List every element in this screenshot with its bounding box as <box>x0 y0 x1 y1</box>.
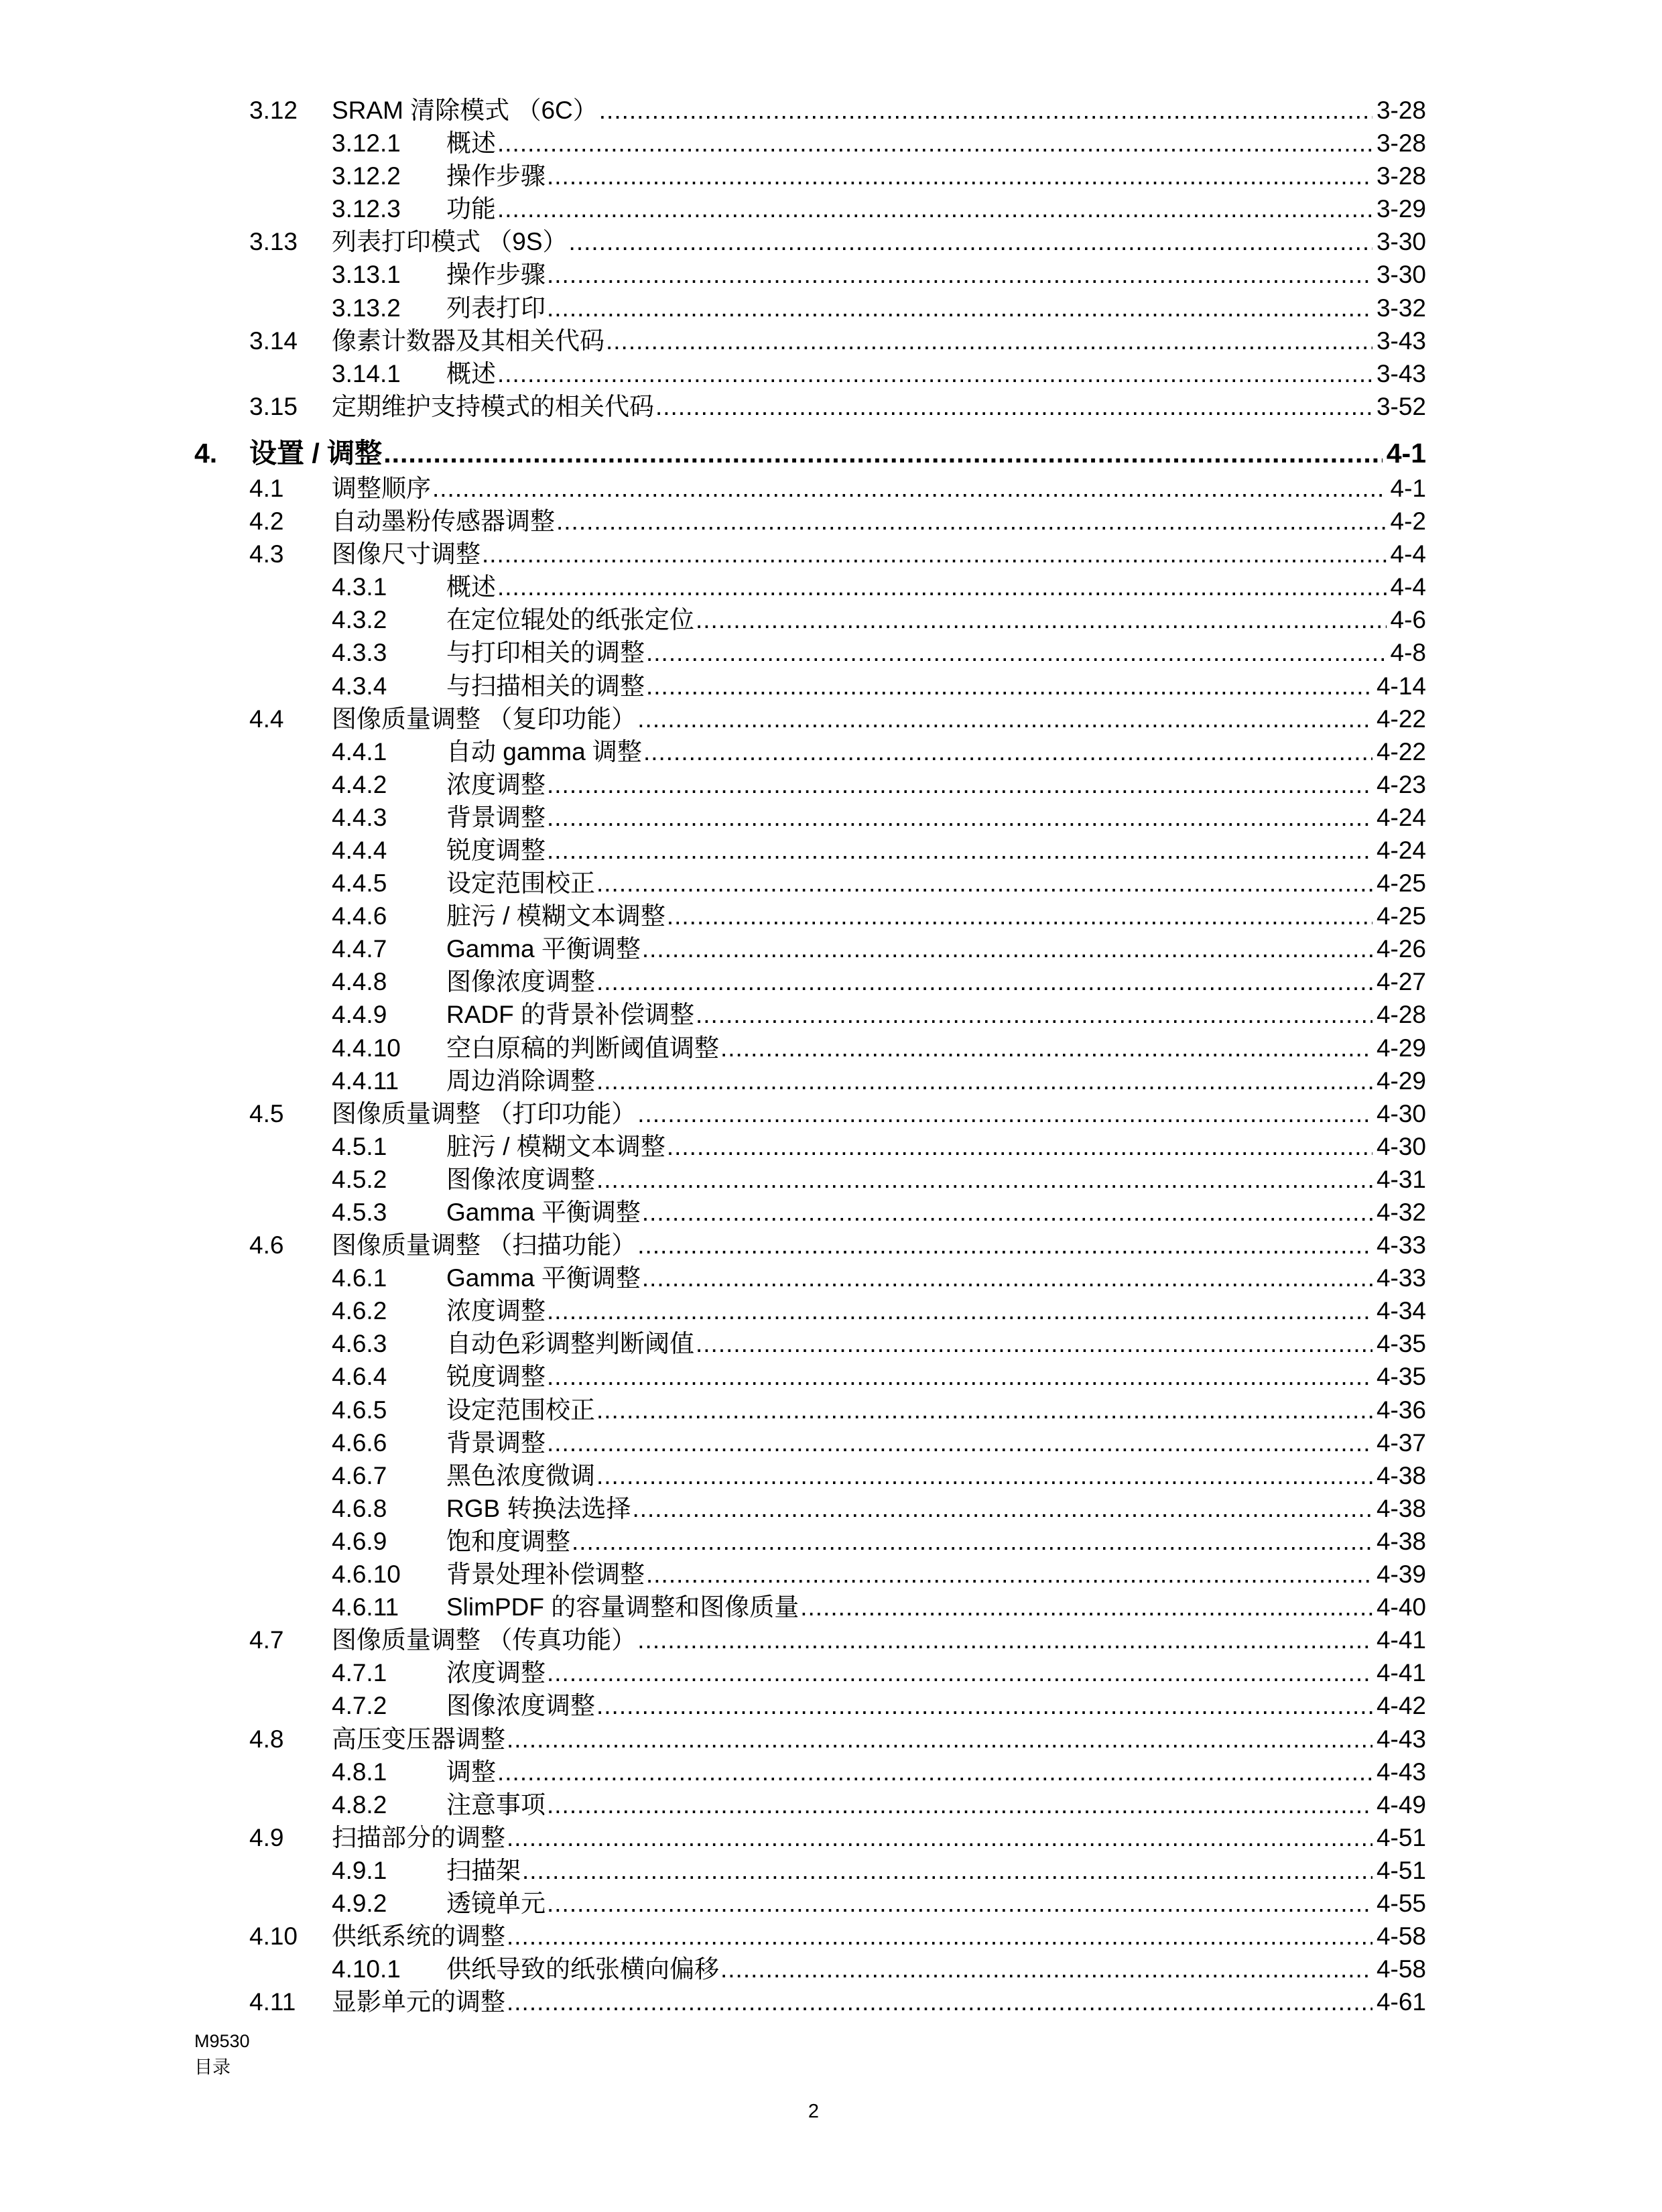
toc-entry-title: 像素计数器及其相关代码 <box>332 326 604 355</box>
toc-entry-page: 4-58 <box>1376 1922 1426 1951</box>
page-number: 2 <box>808 2101 820 2122</box>
toc-entry-page: 4-30 <box>1376 1132 1426 1160</box>
toc-entry[interactable] <box>0 1656 1662 1689</box>
toc-entry-page: 4-39 <box>1376 1560 1426 1589</box>
toc-entry-title: 空白原稿的判断阈值调整 <box>446 1034 719 1062</box>
toc-entry-number: 4.6.7 <box>332 1461 387 1489</box>
toc-entry[interactable] <box>0 1229 1662 1262</box>
dot-leader <box>596 1163 1372 1196</box>
toc-entry-number: 4.5.2 <box>332 1165 387 1193</box>
toc-entry[interactable] <box>0 1821 1662 1854</box>
toc-entry[interactable] <box>0 1985 1662 2018</box>
toc-entry[interactable] <box>0 900 1662 932</box>
toc-entry-page: 4-31 <box>1376 1165 1426 1193</box>
dot-leader <box>507 1821 1372 1854</box>
toc-entry-number: 4.10 <box>249 1922 298 1951</box>
toc-entry-number: 4.7.2 <box>332 1692 387 1720</box>
dot-leader <box>696 998 1372 1031</box>
dot-leader <box>646 670 1372 702</box>
toc-entry[interactable] <box>0 324 1662 357</box>
toc-entry[interactable] <box>0 867 1662 900</box>
dot-leader <box>556 505 1387 538</box>
toc-entry-page: 4-35 <box>1376 1363 1426 1391</box>
toc-entry-page: 4-33 <box>1376 1264 1426 1292</box>
toc-entry[interactable] <box>0 834 1662 867</box>
toc-entry-number: 4.3.3 <box>332 639 387 667</box>
toc-entry-title: 自动色彩调整判断阈值 <box>446 1330 694 1358</box>
toc-entry-page: 4-28 <box>1376 1001 1426 1029</box>
toc-entry[interactable] <box>0 390 1662 423</box>
toc-entry-page: 4-37 <box>1376 1428 1426 1457</box>
dot-leader <box>637 1623 1372 1656</box>
toc-entry-title: 定期维护支持模式的相关代码 <box>332 392 654 420</box>
toc-entry-number: 3.13.1 <box>332 261 401 289</box>
toc-entry-number: 4.4.8 <box>332 968 387 996</box>
dot-leader <box>547 1887 1372 1920</box>
dot-leader <box>655 390 1372 423</box>
toc-entry[interactable] <box>0 1525 1662 1558</box>
dot-leader <box>606 324 1372 357</box>
toc-entry-title: 透镜单元 <box>446 1889 546 1917</box>
toc-entry-page: 4-41 <box>1376 1659 1426 1687</box>
toc-entry-number: 4.8.1 <box>332 1758 387 1786</box>
toc-entry[interactable] <box>0 1887 1662 1920</box>
dot-leader <box>642 1196 1372 1229</box>
toc-entry-title: 概述 <box>446 359 496 387</box>
toc-entry-title: Gamma 平衡调整 <box>446 1199 641 1226</box>
toc-entry-number: 3.14 <box>249 326 298 355</box>
dot-leader <box>507 1985 1372 2018</box>
toc-entry-number: 4.1 <box>249 474 284 502</box>
toc-entry[interactable] <box>0 1097 1662 1130</box>
toc-entry[interactable] <box>0 94 1662 127</box>
toc-entry-page: 3-32 <box>1376 294 1426 322</box>
toc-entry-number: 4.5.3 <box>332 1199 387 1226</box>
dot-leader <box>667 900 1372 932</box>
toc-entry-page: 4-14 <box>1376 672 1426 700</box>
toc-entry-title: 扫描部分的调整 <box>332 1823 505 1851</box>
dot-leader <box>507 1723 1372 1756</box>
dot-leader <box>596 1689 1372 1722</box>
dot-leader <box>720 1032 1372 1064</box>
toc-entry-number: 4.2 <box>249 507 284 536</box>
toc-entry-number: 4.6.11 <box>332 1593 399 1621</box>
toc-entry-page: 4-36 <box>1376 1396 1426 1424</box>
toc-entry[interactable] <box>0 1953 1662 1985</box>
dot-leader <box>646 636 1387 669</box>
toc-entry-page: 4-27 <box>1376 968 1426 996</box>
toc-entry[interactable] <box>0 127 1662 160</box>
toc-entry[interactable] <box>0 1262 1662 1294</box>
toc-entry-title: 自动墨粉传感器调整 <box>332 507 555 536</box>
toc-entry-number: 4.4.11 <box>332 1066 399 1095</box>
toc-entry[interactable] <box>0 1689 1662 1722</box>
toc-entry-number: 4.6.3 <box>332 1330 387 1358</box>
toc-entry[interactable] <box>0 1854 1662 1887</box>
toc-entry-number: 4.5 <box>249 1099 284 1127</box>
toc-entry-number: 4.6 <box>249 1231 284 1259</box>
toc-entry-page: 4-43 <box>1376 1725 1426 1753</box>
toc-entry-number: 4.6.2 <box>332 1297 387 1325</box>
toc-entry-title: 脏污 / 模糊文本调整 <box>446 1132 665 1160</box>
toc-entry[interactable] <box>0 670 1662 702</box>
toc-entry-number: 4.8.2 <box>332 1790 387 1819</box>
dot-leader <box>547 1788 1372 1821</box>
toc-entry-number: 4.4.1 <box>332 737 387 765</box>
toc-entry-page: 4-55 <box>1376 1889 1426 1917</box>
toc-entry-page: 3-52 <box>1376 392 1426 420</box>
toc-entry[interactable] <box>0 1623 1662 1656</box>
toc-entry[interactable] <box>0 998 1662 1031</box>
toc-entry-number: 3.12.2 <box>332 162 401 190</box>
toc-entry[interactable] <box>0 965 1662 998</box>
dot-leader <box>497 127 1372 160</box>
toc-entry-title: 图像浓度调整 <box>446 968 595 996</box>
dot-leader <box>507 1920 1372 1953</box>
toc-entry-number: 4.6.1 <box>332 1264 387 1292</box>
toc-entry-title: 设定范围校正 <box>446 869 595 898</box>
toc-entry[interactable] <box>0 603 1662 636</box>
toc-entry-number: 4.11 <box>249 1988 296 2016</box>
toc-entry-number: 4.4.2 <box>332 770 387 798</box>
toc-entry[interactable] <box>0 1327 1662 1360</box>
dot-leader <box>646 1558 1372 1591</box>
toc-entry-title: 饱和度调整 <box>446 1527 570 1555</box>
toc-entry-title: 浓度调整 <box>446 1659 546 1687</box>
toc-entry-number: 4.4 <box>249 704 284 733</box>
toc-entry-title: 概述 <box>446 129 496 158</box>
toc-entry[interactable] <box>0 1064 1662 1097</box>
toc-entry-page: 4-24 <box>1376 803 1426 831</box>
toc-entry-title: 列表打印模式 （9S） <box>332 228 568 256</box>
toc-entry-page: 4-51 <box>1376 1856 1426 1884</box>
dot-leader <box>547 160 1372 192</box>
toc-entry-title: 图像质量调整 （扫描功能） <box>332 1231 637 1259</box>
toc-entry[interactable] <box>0 636 1662 669</box>
toc-entry[interactable] <box>0 1756 1662 1788</box>
toc-entry-number: 4.7.1 <box>332 1659 387 1687</box>
dot-leader <box>800 1591 1372 1623</box>
toc-entry[interactable] <box>0 768 1662 801</box>
dot-leader <box>383 435 1383 472</box>
toc-entry-page: 4-40 <box>1376 1593 1426 1621</box>
toc-entry-title: 图像浓度调整 <box>446 1692 595 1720</box>
toc-entry-page: 4-22 <box>1376 737 1426 765</box>
dot-leader <box>497 1756 1372 1788</box>
dot-leader <box>547 768 1372 801</box>
toc-entry-title: 列表打印 <box>446 294 546 322</box>
dot-leader <box>643 735 1372 768</box>
toc-entry[interactable] <box>0 801 1662 834</box>
toc-entry-number: 4.5.1 <box>332 1132 387 1160</box>
toc-entry-number: 4.4.5 <box>332 869 387 898</box>
table-of-contents <box>0 94 1662 2018</box>
dot-leader <box>637 1097 1372 1130</box>
dot-leader <box>547 292 1372 324</box>
toc-entry-page: 4-23 <box>1376 770 1426 798</box>
toc-entry[interactable] <box>0 292 1662 324</box>
toc-entry-number: 4.3.1 <box>332 573 387 601</box>
dot-leader <box>642 1262 1372 1294</box>
toc-entry-number: 3.15 <box>249 392 298 420</box>
toc-entry-page: 4-38 <box>1376 1494 1426 1522</box>
toc-entry-title: 概述 <box>446 573 496 601</box>
toc-entry-page: 4-38 <box>1376 1527 1426 1555</box>
toc-entry-title: 设置 / 调整 <box>249 437 383 469</box>
toc-entry-page: 4-41 <box>1376 1626 1426 1654</box>
dot-leader <box>596 965 1372 998</box>
toc-entry-page: 4-22 <box>1376 704 1426 733</box>
toc-entry-number: 4.6.5 <box>332 1396 387 1424</box>
toc-entry-page: 4-30 <box>1376 1099 1426 1127</box>
toc-entry[interactable] <box>0 1426 1662 1459</box>
toc-entry-title: RGB 转换法选择 <box>446 1494 631 1522</box>
toc-entry-page: 4-32 <box>1376 1199 1426 1226</box>
dot-leader <box>596 1394 1372 1426</box>
toc-entry-number: 4.6.8 <box>332 1494 387 1522</box>
toc-entry[interactable] <box>0 1163 1662 1196</box>
toc-entry[interactable] <box>0 160 1662 192</box>
toc-entry-title: 背景处理补偿调整 <box>446 1560 645 1589</box>
toc-entry-title: 背景调整 <box>446 803 546 831</box>
toc-entry-number: 4.6.4 <box>332 1363 387 1391</box>
toc-entry-page: 3-30 <box>1376 261 1426 289</box>
toc-entry[interactable] <box>0 1723 1662 1756</box>
toc-entry-page: 4-25 <box>1376 902 1426 930</box>
toc-entry-page: 4-35 <box>1376 1330 1426 1358</box>
dot-leader <box>572 1525 1372 1558</box>
toc-entry-number: 3.12 <box>249 97 298 124</box>
toc-entry[interactable] <box>0 1394 1662 1426</box>
toc-entry-page: 4-34 <box>1376 1297 1426 1325</box>
toc-entry[interactable] <box>0 735 1662 768</box>
toc-entry[interactable] <box>0 1788 1662 1821</box>
toc-entry-title: 图像质量调整 （复印功能） <box>332 704 637 733</box>
toc-entry[interactable] <box>0 1360 1662 1393</box>
toc-entry-title: 扫描架 <box>446 1856 521 1884</box>
toc-entry[interactable] <box>0 702 1662 735</box>
dot-leader <box>642 932 1372 965</box>
toc-entry-page: 3-28 <box>1376 162 1426 190</box>
toc-entry-page: 4-1 <box>1386 437 1426 469</box>
toc-entry-title: 显影单元的调整 <box>332 1988 505 2016</box>
toc-entry-title: 功能 <box>446 195 496 223</box>
toc-entry-number: 4.4.3 <box>332 803 387 831</box>
footer-model: M9530 <box>194 2031 250 2051</box>
toc-entry-title: 调整顺序 <box>332 474 431 502</box>
dot-leader <box>667 1130 1372 1163</box>
dot-leader <box>696 1327 1372 1360</box>
dot-leader <box>547 1426 1372 1459</box>
dot-leader <box>596 1064 1372 1097</box>
dot-leader <box>497 570 1387 603</box>
dot-leader <box>632 1492 1372 1525</box>
toc-entry-title: 调整 <box>446 1758 496 1786</box>
toc-entry[interactable] <box>0 435 1662 472</box>
toc-entry-title: 脏污 / 模糊文本调整 <box>446 902 665 930</box>
dot-leader <box>599 94 1372 127</box>
toc-entry-number: 4.4.4 <box>332 836 387 864</box>
dot-leader <box>720 1953 1372 1985</box>
toc-entry-page: 4-43 <box>1376 1758 1426 1786</box>
toc-entry[interactable] <box>0 1591 1662 1623</box>
toc-entry[interactable] <box>0 932 1662 965</box>
toc-entry[interactable] <box>0 192 1662 225</box>
toc-entry-page: 4-4 <box>1390 573 1426 601</box>
toc-entry-title: 周边消除调整 <box>446 1066 595 1095</box>
toc-entry[interactable] <box>0 258 1662 291</box>
toc-entry[interactable] <box>0 472 1662 505</box>
dot-leader <box>596 1459 1372 1492</box>
toc-entry-page: 3-43 <box>1376 326 1426 355</box>
toc-entry-number: 4.9.2 <box>332 1889 387 1917</box>
dot-leader <box>569 225 1372 258</box>
toc-entry-page: 3-43 <box>1376 359 1426 387</box>
toc-entry-title: Gamma 平衡调整 <box>446 935 641 963</box>
toc-entry-title: 高压变压器调整 <box>332 1725 505 1753</box>
toc-entry-number: 4.4.6 <box>332 902 387 930</box>
toc-entry-title: 锐度调整 <box>446 1363 546 1391</box>
toc-entry-page: 4-61 <box>1376 1988 1426 2016</box>
toc-entry[interactable] <box>0 1558 1662 1591</box>
toc-entry-number: 4.3.4 <box>332 672 387 700</box>
toc-entry-page: 3-29 <box>1376 195 1426 223</box>
toc-entry-number: 3.13.2 <box>332 294 401 322</box>
toc-entry-number: 4.3.2 <box>332 606 387 634</box>
toc-entry-number: 4.8 <box>249 1725 284 1753</box>
toc-entry-title: 在定位辊处的纸张定位 <box>446 606 694 634</box>
toc-entry-number: 3.12.1 <box>332 129 401 158</box>
toc-entry-page: 4-2 <box>1390 507 1426 536</box>
dot-leader <box>637 702 1372 735</box>
toc-entry[interactable] <box>0 538 1662 570</box>
toc-entry-page: 4-51 <box>1376 1823 1426 1851</box>
toc-entry-title: 与扫描相关的调整 <box>446 672 645 700</box>
toc-entry-title: 供纸系统的调整 <box>332 1922 505 1951</box>
dot-leader <box>547 258 1372 291</box>
toc-entry-title: 图像质量调整 （打印功能） <box>332 1099 637 1127</box>
toc-entry-number: 4.4.9 <box>332 1001 387 1029</box>
toc-entry-title: 图像尺寸调整 <box>332 540 481 568</box>
toc-entry-number: 4.4.10 <box>332 1034 401 1062</box>
dot-leader <box>547 801 1372 834</box>
toc-entry-number: 4.4.7 <box>332 935 387 963</box>
toc-entry-number: 4.6.10 <box>332 1560 401 1589</box>
toc-entry-number: 3.12.3 <box>332 195 401 223</box>
toc-entry-page: 4-42 <box>1376 1692 1426 1720</box>
toc-entry-number: 4.10.1 <box>332 1955 401 1983</box>
dot-leader <box>497 357 1372 390</box>
toc-entry[interactable] <box>0 225 1662 258</box>
dot-leader <box>696 603 1387 636</box>
dot-leader <box>547 1656 1372 1689</box>
toc-entry-title: 操作步骤 <box>446 162 546 190</box>
toc-entry-page: 3-28 <box>1376 129 1426 158</box>
toc-entry-page: 3-30 <box>1376 228 1426 256</box>
dot-leader <box>547 1360 1372 1393</box>
toc-entry-number: 4.3 <box>249 540 284 568</box>
toc-entry-page: 4-6 <box>1390 606 1426 634</box>
toc-entry[interactable] <box>0 1459 1662 1492</box>
toc-entry-title: 浓度调整 <box>446 1297 546 1325</box>
toc-entry-number: 4.6.9 <box>332 1527 387 1555</box>
toc-entry-title: 背景调整 <box>446 1428 546 1457</box>
toc-entry-number: 4.9 <box>249 1823 284 1851</box>
toc-entry-title: 注意事项 <box>446 1790 546 1819</box>
toc-entry-number: 4.7 <box>249 1626 284 1654</box>
toc-entry-page: 4-1 <box>1390 474 1426 502</box>
toc-entry-page: 4-29 <box>1376 1034 1426 1062</box>
toc-entry[interactable] <box>0 1196 1662 1229</box>
toc-entry[interactable] <box>0 357 1662 390</box>
toc-entry-page: 4-58 <box>1376 1955 1426 1983</box>
toc-entry-number: 3.14.1 <box>332 359 401 387</box>
toc-entry-title: 设定范围校正 <box>446 1396 595 1424</box>
dot-leader <box>547 1294 1372 1327</box>
toc-entry-page: 4-8 <box>1390 639 1426 667</box>
toc-entry[interactable] <box>0 1294 1662 1327</box>
toc-entry-page: 4-24 <box>1376 836 1426 864</box>
toc-entry-page: 4-33 <box>1376 1231 1426 1259</box>
toc-entry-title: 供纸导致的纸张横向偏移 <box>446 1955 719 1983</box>
toc-entry-title: 浓度调整 <box>446 770 546 798</box>
footer-section: 目录 <box>194 2057 231 2077</box>
toc-entry-page: 4-29 <box>1376 1066 1426 1095</box>
toc-entry-title: 与打印相关的调整 <box>446 639 645 667</box>
toc-entry-page: 4-4 <box>1390 540 1426 568</box>
toc-entry-title: SRAM 清除模式 （6C） <box>332 97 598 124</box>
toc-entry-title: 图像质量调整 （传真功能） <box>332 1626 637 1654</box>
dot-leader <box>547 834 1372 867</box>
toc-entry[interactable] <box>0 1130 1662 1163</box>
toc-entry-title: Gamma 平衡调整 <box>446 1264 641 1292</box>
toc-entry-number: 4. <box>194 437 218 469</box>
toc-entry-page: 4-49 <box>1376 1790 1426 1819</box>
toc-entry-title: RADF 的背景补偿调整 <box>446 1001 694 1029</box>
toc-entry[interactable] <box>0 570 1662 603</box>
dot-leader <box>497 192 1372 225</box>
toc-entry-title: 操作步骤 <box>446 261 546 289</box>
dot-leader <box>596 867 1372 900</box>
dot-leader <box>482 538 1387 570</box>
toc-entry-number: 3.13 <box>249 228 298 256</box>
dot-leader <box>522 1854 1372 1887</box>
toc-entry-title: 图像浓度调整 <box>446 1165 595 1193</box>
toc-entry-title: SlimPDF 的容量调整和图像质量 <box>446 1593 800 1621</box>
toc-entry[interactable] <box>0 1032 1662 1064</box>
toc-entry-page: 4-25 <box>1376 869 1426 898</box>
toc-entry-page: 3-28 <box>1376 97 1426 124</box>
toc-entry-title: 黑色浓度微调 <box>446 1461 595 1489</box>
toc-entry-number: 4.6.6 <box>332 1428 387 1457</box>
dot-leader <box>637 1229 1372 1262</box>
toc-entry[interactable] <box>0 1492 1662 1525</box>
toc-entry-title: 锐度调整 <box>446 836 546 864</box>
toc-entry[interactable] <box>0 1920 1662 1953</box>
toc-entry[interactable] <box>0 505 1662 538</box>
toc-entry-number: 4.9.1 <box>332 1856 387 1884</box>
toc-entry-page: 4-26 <box>1376 935 1426 963</box>
dot-leader <box>432 472 1387 505</box>
toc-entry-title: 自动 gamma 调整 <box>446 737 642 765</box>
toc-entry-page: 4-38 <box>1376 1461 1426 1489</box>
